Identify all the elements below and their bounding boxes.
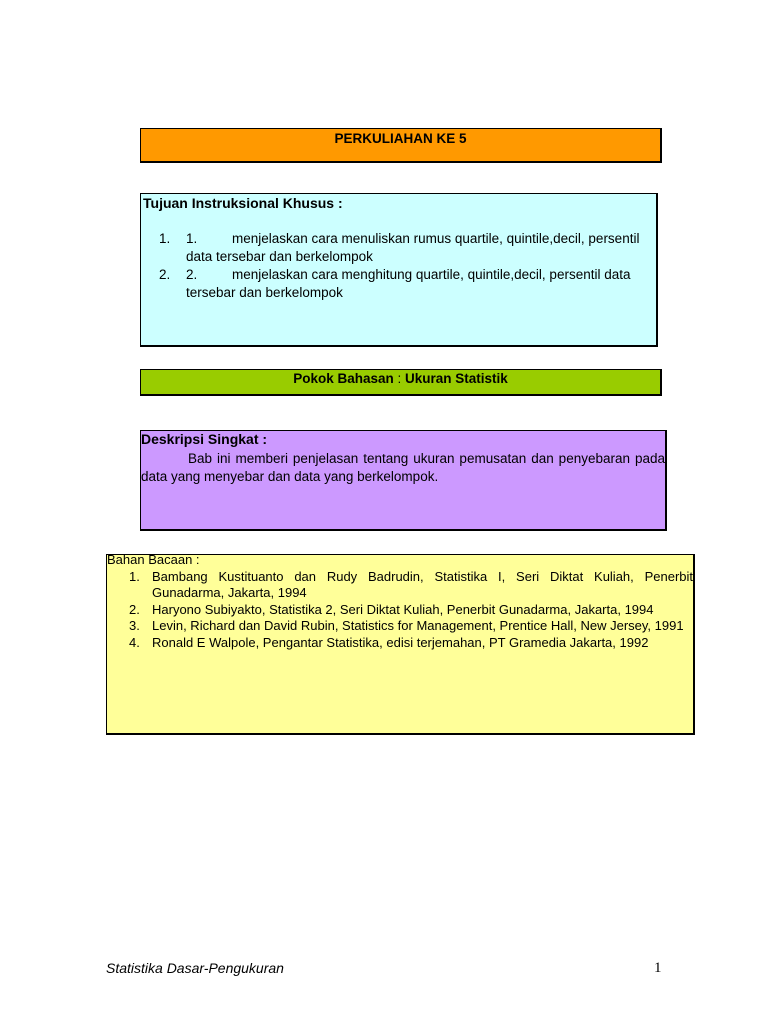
- deskripsi-box: [140, 430, 667, 531]
- deskripsi-body: Bab ini memberi penjelasan tentang ukuran pemusatan dan penyebaran pada data yang menyebar dan data yang berkelompok.: [141, 451, 665, 484]
- reference-item: [129, 635, 693, 651]
- bahan-bacaan-heading: Bahan Bacaan :: [107, 552, 200, 567]
- reference-text: Levin, Richard dan David Rubin, Statistics for Management, Prentice Hall, New Jersey, 1991: [152, 618, 684, 634]
- reference-item: [129, 602, 693, 618]
- reference-text: Haryono Subiyakto, Statistika 2, Seri Diktat Kuliah, Penerbit Gunadarma, Jakarta, 1994: [152, 601, 654, 617]
- reference-text: Ronald E Walpole, Pengantar Statistika, edisi terjemahan, PT Gramedia Jakarta, 1992: [152, 634, 649, 650]
- objective-subnumber: 2.: [186, 267, 198, 282]
- objective-text: menjelaskan cara menghitung quartile, quintile,decil, persentil data tersebar dan berkelompok: [186, 267, 631, 300]
- reference-number: 3.: [129, 618, 140, 634]
- objective-list: [159, 230, 647, 302]
- objective-number: 1.: [159, 231, 171, 246]
- page-title: PERKULIAHAN KE 5: [334, 131, 467, 146]
- objective-subnumber: 1.: [186, 231, 198, 246]
- bahan-bacaan-box: [106, 554, 695, 735]
- pokok-bahasan-value: Ukuran Statistik: [405, 371, 508, 386]
- tujuan-box: [140, 193, 658, 347]
- title-box: [140, 128, 662, 163]
- reference-item: [129, 618, 693, 634]
- objective-item: [159, 230, 647, 266]
- tujuan-heading: Tujuan Instruksional Khusus :: [143, 195, 343, 211]
- pokok-bahasan-label: Pokok Bahasan: [293, 371, 394, 386]
- reference-number: 4.: [129, 634, 140, 650]
- objective-text: menjelaskan cara menuliskan rumus quartile, quintile,decil, persentil data tersebar dan berkelompok: [186, 231, 640, 264]
- reference-list: [129, 569, 693, 651]
- reference-number: 1.: [129, 569, 140, 584]
- reference-text: Bambang Kustituanto dan Rudy Badrudin, Statistika I, Seri Diktat Kuliah, Penerbit Gunadarma, Jakarta, 1994: [152, 569, 693, 601]
- deskripsi-heading: Deskripsi Singkat :: [141, 431, 268, 447]
- reference-number: 2.: [129, 601, 140, 617]
- pokok-bahasan-box: [140, 369, 662, 396]
- objective-item: [159, 266, 647, 302]
- pokok-bahasan-separator: :: [393, 371, 406, 386]
- objective-number: 2.: [159, 267, 171, 282]
- pokok-bahasan-line: [141, 371, 660, 386]
- footer-title: Statistika Dasar-Pengukuran: [106, 960, 284, 976]
- reference-item: [129, 569, 693, 602]
- page-number: 1: [654, 960, 662, 976]
